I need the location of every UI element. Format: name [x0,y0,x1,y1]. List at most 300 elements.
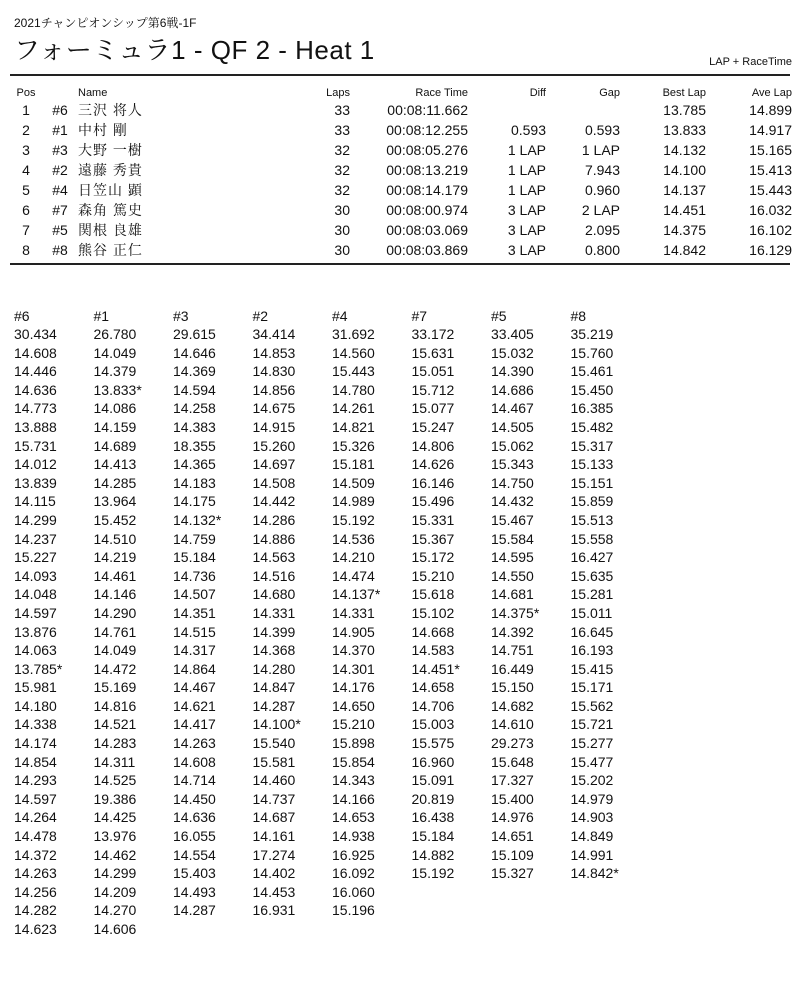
lap-time-cell: 14.608 [14,344,57,361]
lap-column-header: #2 [252,308,269,324]
lap-time-cell: 15.467 [491,511,534,528]
lap-time-cell: 14.780 [332,381,375,398]
lap-time-cell: 13.785* [14,660,63,677]
result-row [10,100,792,120]
lap-time-cell: 14.390 [491,363,534,380]
lap-time-cell: 14.689 [93,437,137,454]
lap-time-cell: 14.979 [570,790,614,807]
lap-time-cell: 15.326 [332,437,375,454]
driver-name-cell: 遠藤 秀貴 [78,162,143,178]
col-laps-header: Laps [326,87,350,99]
laps-cell: 30 [334,202,350,218]
laps-cell: 33 [334,102,350,118]
lap-time-cell: 14.432 [491,493,534,510]
lap-time-cell: 14.256 [14,883,57,900]
diff-cell: 0.593 [510,122,546,138]
race-time-cell: 00:08:00.974 [386,202,468,218]
lap-time-cell: 16.146 [411,474,455,491]
driver-name-cell: 日笠山 顕 [78,182,143,198]
result-row [10,220,792,240]
lap-time-cell: 15.051 [411,363,455,380]
col-name-header: Name [78,87,108,99]
lap-column [491,308,571,939]
lap-time-cell: 15.367 [411,530,455,547]
lap-time-cell: 15.184 [173,549,216,566]
result-row [10,120,792,140]
lap-time-cell: 15.260 [252,437,296,454]
gap-cell: 0.800 [584,242,620,258]
race-time-cell: 00:08:12.255 [386,122,468,138]
lap-time-cell: 14.882 [411,846,455,863]
lap-time-cell: 14.285 [93,474,137,491]
lap-time-cell: 14.521 [93,716,137,733]
lap-time-cell: 14.392 [491,623,534,640]
lap-time-cell: 15.277 [570,735,614,752]
lap-time-cell: 14.383 [173,418,216,435]
lap-time-cell: 15.635 [570,567,614,584]
lap-time-cell: 16.427 [570,549,614,566]
race-time-cell: 00:08:05.276 [386,142,468,158]
diff-cell: 1 LAP [507,142,546,158]
lap-time-cell: 14.636 [173,809,216,826]
race-time-cell: 00:08:13.219 [386,162,468,178]
lap-time-cell: 14.263 [173,735,216,752]
lap-time-cell: 14.282 [14,902,57,919]
lap-time-cell: 14.286 [252,511,296,528]
lap-time-cell: 14.209 [93,883,137,900]
lap-time-cell: 15.202 [570,772,614,789]
gap-cell: 7.943 [584,162,620,178]
lap-time-cell: 14.301 [332,660,375,677]
lap-time-cell: 14.461 [93,567,137,584]
lap-time-cell: 15.461 [570,363,614,380]
lap-time-cell: 14.137* [332,586,381,603]
car-number-cell: #8 [52,242,68,258]
lap-time-cell: 14.680 [252,586,296,603]
lap-column-header: #8 [570,308,587,324]
ave-lap-cell: 15.443 [749,182,792,198]
lap-time-cell: 15.496 [411,493,455,510]
car-number-cell: #4 [52,182,68,198]
lap-time-cell: 16.193 [570,642,614,659]
lap-time-cell: 14.853 [252,344,296,361]
lap-time-cell: 14.299 [93,865,137,882]
lap-time-cell: 14.653 [332,809,375,826]
lap-time-cell: 15.109 [491,846,534,863]
lap-time-cell: 16.449 [491,660,534,677]
lap-time-cell: 14.849 [570,828,614,845]
lap-time-cell: 14.989 [332,493,375,510]
diff-cell: 3 LAP [507,222,546,238]
lap-time-cell: 15.091 [411,772,455,789]
driver-name-cell: 大野 一樹 [78,142,143,158]
lap-time-cell: 16.438 [411,809,455,826]
driver-name-cell: 三沢 将人 [78,102,143,118]
lap-time-cell: 15.247 [411,418,455,435]
lap-time-cell: 14.681 [491,586,534,603]
lap-time-cell: 15.648 [491,753,534,770]
laps-cell: 33 [334,122,350,138]
lap-time-cell: 15.192 [411,865,455,882]
lap-time-cell: 14.509 [332,474,375,491]
lap-time-cell: 14.697 [252,456,296,473]
event-subtitle: 2021チャンピオンシップ第6戦-1F [14,16,197,30]
lap-time-cell: 14.516 [252,567,296,584]
lap-time-cell: 14.759 [173,530,216,547]
lap-column-header: #6 [14,308,30,324]
lap-time-cell: 15.133 [570,456,614,473]
lap-time-cell: 14.375* [491,604,540,621]
lap-time-cell: 14.554 [173,846,216,863]
lap-time-cell: 14.976 [491,809,534,826]
lap-time-cell: 15.281 [570,586,614,603]
lap-time-cell: 14.687 [252,809,296,826]
result-row [10,200,792,220]
lap-time-cell: 15.443 [332,363,375,380]
lap-time-cell: 14.237 [14,530,57,547]
lap-column [332,308,412,939]
results-header-row [10,86,792,100]
lap-time-cell: 14.507 [173,586,216,603]
lap-time-cell: 15.562 [570,697,614,714]
lap-time-cell: 14.283 [93,735,137,752]
lap-time-cell: 14.299 [14,511,57,528]
car-number-cell: #1 [52,122,68,138]
lap-time-cell: 14.063 [14,642,57,659]
lap-time-cell: 29.273 [491,735,534,752]
lap-time-cell: 14.636 [14,381,57,398]
pos-cell: 8 [22,242,30,258]
lap-time-cell: 14.903 [570,809,614,826]
diff-cell: 1 LAP [507,162,546,178]
lap-column [412,308,492,939]
lap-time-cell: 14.219 [93,549,137,566]
lap-time-cell: 14.370 [332,642,375,659]
lap-time-cell: 30.434 [14,326,57,342]
lap-time-cell: 14.293 [14,772,57,789]
lap-time-cell: 15.172 [411,549,455,566]
lap-time-cell: 14.417 [173,716,216,733]
pos-cell: 7 [22,222,30,238]
pos-cell: 4 [22,162,30,178]
results-body [10,100,792,260]
lap-time-cell: 14.773 [14,400,57,417]
lap-time-cell: 14.100* [252,716,301,733]
lap-time-cell: 14.594 [173,381,216,398]
lap-time-cell: 14.478 [14,828,57,845]
col-race-time-header: Race Time [415,87,468,99]
lap-time-cell: 15.210 [411,567,455,584]
lap-time-cell: 14.856 [252,381,296,398]
ave-lap-cell: 15.413 [749,162,792,178]
lap-time-cell: 14.525 [93,772,137,789]
lap-time-cell: 14.864 [173,660,216,677]
lap-time-cell: 14.270 [93,902,137,919]
lap-time-cell: 15.854 [332,753,375,770]
lap-time-cell: 33.172 [411,326,455,342]
lap-time-cell: 14.175 [173,493,216,510]
lap-time-cell: 31.692 [332,326,375,342]
pos-cell: 3 [22,142,30,158]
pos-cell: 5 [22,182,30,198]
lap-column-header: #5 [491,308,507,324]
lap-time-cell: 14.675 [252,400,296,417]
lap-time-cell: 16.060 [332,883,375,900]
lap-time-cell: 15.575 [411,735,455,752]
ave-lap-cell: 14.917 [749,122,792,138]
lap-time-cell: 15.011 [570,604,613,621]
car-number-cell: #3 [52,142,68,158]
lap-time-cell: 14.854 [14,753,57,770]
lap-time-cell: 14.290 [93,604,137,621]
lap-time-cell: 16.931 [252,902,296,919]
laps-cell: 30 [334,242,350,258]
race-time-cell: 00:08:03.069 [386,222,468,238]
lap-column [253,308,333,939]
lap-time-cell: 15.403 [173,865,216,882]
lap-time-cell: 14.115 [14,493,56,510]
lap-time-cell: 15.184 [411,828,455,845]
lap-time-cell: 15.192 [332,511,375,528]
best-lap-cell: 13.785 [663,102,706,118]
lap-time-cell: 15.513 [570,511,614,528]
driver-name-cell: 関根 良雄 [78,222,143,238]
lap-time-cell: 14.450 [173,790,216,807]
diff-cell: 3 LAP [507,242,546,258]
best-lap-cell: 14.451 [663,202,706,218]
lap-time-cell: 14.343 [332,772,375,789]
lap-time-cell: 14.646 [173,344,216,361]
lap-time-cell: 14.736 [173,567,216,584]
lap-column-header: #4 [332,308,348,324]
lap-time-cell: 15.032 [491,344,534,361]
lap-time-cell: 15.151 [570,474,614,491]
lap-time-cell: 14.668 [411,623,455,640]
lap-time-cell: 14.621 [173,697,216,714]
lap-time-cell: 15.721 [570,716,614,733]
lap-time-cell: 17.274 [252,846,296,863]
lap-time-cell: 14.658 [411,679,455,696]
lap-time-cell: 16.925 [332,846,375,863]
lap-time-cell: 15.581 [252,753,296,770]
lap-time-cell: 14.761 [93,623,137,640]
lap-time-cell: 15.343 [491,456,534,473]
lap-time-cell: 14.536 [332,530,375,547]
lap-time-cell: 14.991 [570,846,614,863]
col-diff-header: Diff [529,87,546,99]
results-divider [10,263,790,265]
lap-time-cell: 14.938 [332,828,375,845]
lap-time-cell: 15.400 [491,790,534,807]
lap-time-cell: 14.146 [93,586,137,603]
lap-time-cell: 14.413 [93,456,137,473]
ave-lap-cell: 16.032 [749,202,792,218]
lap-time-cell: 14.560 [332,344,375,361]
lap-time-cell: 16.960 [411,753,455,770]
lap-time-cell: 14.806 [411,437,455,454]
lap-time-cell: 15.981 [14,679,57,696]
lap-time-cell: 14.338 [14,716,57,733]
laps-cell: 30 [334,222,350,238]
lap-time-cell: 15.477 [570,753,614,770]
lap-column [14,308,94,939]
lap-column-header: #3 [173,308,189,324]
lap-time-cell: 15.731 [14,437,57,454]
lap-time-cell: 15.898 [332,735,375,752]
ave-lap-cell: 15.165 [749,142,792,158]
pos-cell: 2 [22,122,30,138]
lap-time-cell: 14.368 [252,642,296,659]
lap-time-cell: 14.462 [93,846,137,863]
lap-time-cell: 15.450 [570,381,614,398]
lap-times-grid [14,308,650,939]
lap-time-cell: 15.181 [332,456,375,473]
car-number-cell: #2 [52,162,68,178]
lap-column [571,308,651,939]
laps-cell: 32 [334,142,350,158]
laps-cell: 32 [334,162,350,178]
result-row [10,240,792,260]
lap-time-cell: 14.651 [491,828,534,845]
lap-time-cell: 14.317 [173,642,216,659]
lap-time-cell: 14.049 [93,642,137,659]
lap-time-cell: 15.712 [411,381,455,398]
lap-time-cell: 16.092 [332,865,375,882]
gap-cell [546,100,620,120]
diff-cell: 3 LAP [507,202,546,218]
lap-time-cell: 15.584 [491,530,534,547]
lap-time-cell: 14.847 [252,679,296,696]
lap-time-cell: 14.159 [93,418,137,435]
lap-time-cell: 14.505 [491,418,534,435]
pos-cell: 1 [22,102,30,118]
lap-time-cell: 15.327 [491,865,534,882]
best-lap-cell: 14.842 [663,242,706,258]
lap-time-cell: 15.102 [411,604,455,621]
lap-time-cell: 14.453 [252,883,296,900]
lap-time-cell: 14.550 [491,567,534,584]
lap-time-cell: 18.355 [173,437,216,454]
lap-time-cell: 14.886 [252,530,296,547]
gap-cell: 1 LAP [581,142,620,158]
best-lap-cell: 14.132 [663,142,706,158]
lap-time-cell: 15.618 [411,586,455,603]
lap-time-cell: 13.876 [14,623,57,640]
results-table [10,86,792,260]
lap-time-cell: 14.331 [332,604,375,621]
lap-time-cell: 14.595 [491,549,534,566]
lap-time-cell: 14.446 [14,363,57,380]
lap-time-cell: 14.365 [173,456,216,473]
diff-cell: 1 LAP [507,182,546,198]
lap-time-cell: 16.385 [570,400,614,417]
lap-time-cell: 14.714 [173,772,216,789]
lap-time-cell: 15.196 [332,902,375,919]
lap-time-cell: 14.258 [173,400,216,417]
gap-cell: 2.095 [584,222,620,238]
lap-time-cell: 13.839 [14,474,57,491]
lap-time-cell: 15.062 [491,437,534,454]
lap-time-cell: 14.180 [14,697,57,714]
race-title: フォーミュラ1 - QF 2 - Heat 1 [14,35,375,65]
lap-time-cell: 35.219 [570,326,614,342]
lap-time-cell: 14.842* [570,865,619,882]
lap-time-cell: 14.048 [14,586,57,603]
lap-time-cell: 14.161 [252,828,296,845]
lap-time-cell: 15.003 [411,716,455,733]
lap-time-cell: 14.379 [93,363,137,380]
laps-cell: 32 [334,182,350,198]
report-mode-label: LAP + RaceTime [709,56,792,68]
lap-time-cell: 15.415 [570,660,614,677]
best-lap-cell: 14.137 [663,182,706,198]
lap-time-cell: 14.508 [252,474,296,491]
lap-time-cell: 15.452 [93,511,137,528]
best-lap-cell: 14.375 [663,222,706,238]
lap-time-cell: 14.610 [491,716,534,733]
lap-time-cell: 29.615 [173,326,216,342]
race-time-cell: 00:08:03.869 [386,242,468,258]
lap-time-cell: 14.597 [14,604,57,621]
result-row [10,180,792,200]
lap-time-cell: 14.608 [173,753,216,770]
lap-time-cell: 13.833* [93,381,142,398]
lap-time-cell: 14.311 [93,753,136,770]
car-number-cell: #7 [52,202,68,218]
gap-cell: 0.960 [584,182,620,198]
lap-column-header: #7 [411,308,428,324]
lap-time-cell: 13.964 [93,493,137,510]
driver-name-cell: 中村 剛 [78,122,128,138]
lap-time-cell: 14.399 [252,623,296,640]
gap-cell: 0.593 [584,122,620,138]
lap-time-cell: 14.467 [491,400,534,417]
lap-time-cell: 14.086 [93,400,137,417]
driver-name-cell: 熊谷 正仁 [78,242,143,258]
lap-time-cell: 14.515 [173,623,216,640]
lap-time-cell: 20.819 [411,790,455,807]
lap-time-cell: 14.210 [332,549,375,566]
col-best-lap-header: Best Lap [662,87,706,99]
lap-time-cell: 14.915 [252,418,296,435]
lap-time-cell: 15.859 [570,493,614,510]
lap-time-cell: 14.451* [411,660,460,677]
lap-time-cell: 16.645 [570,623,614,640]
lap-column [173,308,253,939]
lap-time-cell: 14.682 [491,697,534,714]
lap-time-cell: 14.369 [173,363,216,380]
lap-time-cell: 14.597 [14,790,57,807]
lap-time-cell: 16.055 [173,828,216,845]
driver-name-cell: 森角 篤史 [78,202,143,218]
lap-time-cell: 14.049 [93,344,137,361]
lap-time-cell: 14.623 [14,921,57,937]
lap-time-cell: 14.166 [332,790,375,807]
lap-time-cell: 14.402 [252,865,296,882]
lap-time-cell: 14.012 [14,456,57,473]
lap-time-cell: 14.510 [93,530,137,547]
lap-time-cell: 15.227 [14,549,57,566]
ave-lap-cell: 14.899 [749,102,792,118]
lap-time-cell: 33.405 [491,326,534,342]
lap-time-cell: 14.905 [332,623,375,640]
race-time-cell: 00:08:11.662 [387,102,468,118]
lap-time-cell: 14.821 [332,418,375,435]
lap-time-cell: 15.558 [570,530,614,547]
lap-time-cell: 14.174 [14,735,57,752]
col-gap-header: Gap [599,87,620,99]
lap-time-cell: 14.816 [93,697,137,714]
